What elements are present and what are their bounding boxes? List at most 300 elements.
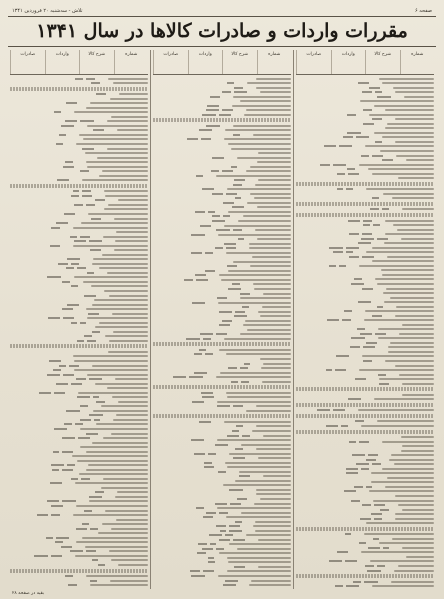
tariff-row (296, 409, 434, 412)
tariff-row (296, 449, 434, 452)
tariff-row (10, 194, 148, 197)
tariff-row (10, 441, 148, 444)
column-header (153, 50, 291, 75)
tariff-row (10, 473, 148, 476)
tariff-row (296, 328, 434, 331)
tariff-row (10, 235, 148, 238)
tariff-row (153, 466, 291, 469)
tariff-row (296, 546, 434, 549)
tariff-row (153, 520, 291, 523)
tariff-row (296, 109, 434, 112)
tariff-row (10, 387, 148, 390)
section-divider (296, 574, 434, 578)
tariff-row (153, 224, 291, 227)
tariff-row (153, 142, 291, 145)
tariff-row (10, 391, 148, 394)
tariff-row (10, 355, 148, 358)
section-divider (10, 344, 148, 348)
tariff-row (296, 445, 434, 448)
tariff-row (153, 100, 291, 103)
tariff-row (296, 264, 434, 267)
tariff-row (10, 299, 148, 302)
tariff-row (296, 555, 434, 558)
tariff-row (10, 450, 148, 453)
tariff-row (296, 436, 434, 439)
tariff-row (153, 319, 291, 322)
tariff-row (153, 362, 291, 365)
tariff-row (153, 479, 291, 482)
tariff-row (296, 537, 434, 540)
tariff-row (153, 570, 291, 573)
header-cell: شماره (114, 50, 149, 74)
tariff-row (10, 240, 148, 243)
tariff-row (296, 282, 434, 285)
tariff-row (153, 367, 291, 370)
tariff-row (10, 588, 148, 589)
tariff-row (296, 565, 434, 568)
tariff-row (10, 505, 148, 508)
section-divider (153, 385, 291, 389)
tariff-row (296, 378, 434, 381)
tariff-row (10, 312, 148, 315)
tariff-row (153, 229, 291, 232)
tariff-row (153, 376, 291, 379)
tariff-columns (8, 50, 436, 589)
tariff-row (153, 238, 291, 241)
tariff-row (153, 484, 291, 487)
tariff-row (153, 443, 291, 446)
tariff-row (296, 463, 434, 466)
tariff-row (153, 434, 291, 437)
tariff-row (10, 405, 148, 408)
tariff-row (10, 321, 148, 324)
tariff-row (296, 122, 434, 125)
tariff-row (296, 172, 434, 175)
tariff-row (296, 420, 434, 423)
tariff-row (153, 274, 291, 277)
tariff-row (10, 378, 148, 381)
header-cell: واردات (331, 50, 366, 74)
header-cell: شرح کالا (79, 50, 114, 74)
tariff-row (296, 533, 434, 536)
tariff-row (296, 113, 434, 116)
tariff-row (153, 457, 291, 460)
tariff-row (153, 179, 291, 182)
tariff-row (296, 323, 434, 326)
tariff-row (10, 290, 148, 293)
tariff-row (153, 77, 291, 80)
tariff-row (153, 525, 291, 528)
tariff-row (153, 538, 291, 541)
tariff-row (10, 97, 148, 100)
tariff-row (296, 77, 434, 80)
tariff-row (10, 482, 148, 485)
header-rule (8, 16, 436, 17)
tariff-row (153, 256, 291, 259)
tariff-row (153, 371, 291, 374)
tariff-row (153, 452, 291, 455)
tariff-row (296, 476, 434, 479)
tariff-row (153, 269, 291, 272)
tariff-row (10, 82, 148, 85)
tariff-row (296, 269, 434, 272)
section-divider (296, 202, 434, 206)
tariff-row (153, 152, 291, 155)
tariff-row (10, 541, 148, 544)
tariff-row (153, 529, 291, 532)
tariff-row (10, 93, 148, 96)
tariff-row (153, 380, 291, 383)
tariff-row (10, 523, 148, 526)
tariff-row (10, 559, 148, 562)
tariff-row (10, 267, 148, 270)
tariff-row (296, 490, 434, 493)
tariff-row (153, 129, 291, 132)
tariff-row (296, 163, 434, 166)
tariff-row (153, 565, 291, 568)
section-divider (153, 414, 291, 418)
tariff-row (10, 190, 148, 193)
tariff-row (10, 579, 148, 582)
tariff-row (153, 493, 291, 496)
tariff-row (153, 420, 291, 423)
tariff-row (10, 142, 148, 145)
tariff-row (296, 513, 434, 516)
tariff-row (296, 188, 434, 191)
tariff-row (296, 458, 434, 461)
tariff-row (153, 242, 291, 245)
tariff-row (10, 414, 148, 417)
tariff-row (296, 522, 434, 525)
tariff-row (153, 516, 291, 519)
publication-line: تلاش - سه‌شنبه ۲۰ فروردین ۱۳۴۱ (12, 8, 83, 14)
continued-note: بقیه در صفحه ۲۸ (12, 591, 45, 596)
tariff-row (296, 508, 434, 511)
tariff-row (10, 258, 148, 261)
tariff-row (296, 364, 434, 367)
column-middle (150, 50, 293, 589)
tariff-row (10, 294, 148, 297)
header-cell: شماره (400, 50, 435, 74)
tariff-row (10, 174, 148, 177)
tariff-row (153, 86, 291, 89)
tariff-row (153, 188, 291, 191)
tariff-row (296, 91, 434, 94)
page-number: صفحه ۶ (415, 8, 432, 14)
tariff-row (10, 285, 148, 288)
tariff-row (153, 124, 291, 127)
section-divider (10, 87, 148, 91)
tariff-row (296, 228, 434, 231)
tariff-row (10, 199, 148, 202)
tariff-row (153, 409, 291, 412)
tariff-row (10, 133, 148, 136)
tariff-row (153, 287, 291, 290)
column-left (8, 50, 150, 589)
tariff-row (296, 305, 434, 308)
tariff-row (10, 161, 148, 164)
tariff-row (296, 551, 434, 554)
tariff-row (153, 113, 291, 116)
section-divider (296, 430, 434, 434)
tariff-row (296, 208, 434, 211)
tariff-row (10, 77, 148, 80)
tariff-row (10, 170, 148, 173)
tariff-row (153, 215, 291, 218)
tariff-row (296, 310, 434, 313)
tariff-row (153, 561, 291, 564)
tariff-row (296, 504, 434, 507)
tariff-row (296, 177, 434, 180)
section-divider (296, 182, 434, 186)
tariff-row (153, 488, 291, 491)
tariff-row (10, 308, 148, 311)
tariff-row (153, 324, 291, 327)
tariff-row (296, 382, 434, 385)
tariff-row (10, 409, 148, 412)
tariff-row (153, 534, 291, 537)
tariff-row (296, 136, 434, 139)
tariff-row (153, 328, 291, 331)
tariff-row (153, 197, 291, 200)
tariff-row (153, 247, 291, 250)
tariff-row (296, 332, 434, 335)
tariff-row (296, 467, 434, 470)
tariff-row (10, 446, 148, 449)
tariff-row (10, 262, 148, 265)
header-cell: صادرات (153, 50, 188, 74)
tariff-row (296, 168, 434, 171)
column-rows (10, 77, 148, 587)
tariff-row (153, 475, 291, 478)
tariff-row (153, 156, 291, 159)
tariff-row (153, 301, 291, 304)
tariff-row (153, 507, 291, 510)
tariff-row (296, 319, 434, 322)
tariff-row (153, 192, 291, 195)
tariff-row (10, 563, 148, 566)
tariff-row (10, 350, 148, 353)
tariff-row (10, 276, 148, 279)
tariff-row (296, 369, 434, 372)
tariff-row (296, 86, 434, 89)
tariff-row (153, 210, 291, 213)
tariff-row (153, 575, 291, 578)
tariff-row (296, 292, 434, 295)
column-header (10, 50, 148, 75)
tariff-row (296, 219, 434, 222)
header-cell: واردات (45, 50, 80, 74)
tariff-row (296, 296, 434, 299)
tariff-row (296, 278, 434, 281)
page-title: مقررات واردات و صادرات کالاها در سال ۱۳۴۱ (36, 20, 408, 42)
tariff-row (296, 350, 434, 353)
tariff-row (10, 532, 148, 535)
tariff-row (10, 527, 148, 530)
tariff-row (296, 82, 434, 85)
tariff-row (10, 208, 148, 211)
tariff-row (10, 437, 148, 440)
tariff-row (153, 396, 291, 399)
tariff-row (10, 423, 148, 426)
tariff-row (10, 396, 148, 399)
tariff-row (153, 348, 291, 351)
tariff-row (10, 339, 148, 342)
tariff-row (10, 369, 148, 372)
tariff-row (296, 118, 434, 121)
tariff-row (153, 91, 291, 94)
header-cell: شرح کالا (222, 50, 257, 74)
tariff-row (153, 588, 291, 589)
tariff-row (296, 360, 434, 363)
section-divider (296, 527, 434, 531)
tariff-row (10, 226, 148, 229)
tariff-row (153, 310, 291, 313)
tariff-row (10, 179, 148, 182)
tariff-row (153, 170, 291, 173)
tariff-row (10, 554, 148, 557)
tariff-row (10, 317, 148, 320)
tariff-row (10, 249, 148, 252)
tariff-row (153, 430, 291, 433)
tariff-row (153, 265, 291, 268)
tariff-row (296, 255, 434, 258)
tariff-row (153, 333, 291, 336)
tariff-row (296, 472, 434, 475)
tariff-row (153, 502, 291, 505)
tariff-row (296, 145, 434, 148)
tariff-row (10, 464, 148, 467)
tariff-row (10, 212, 148, 215)
tariff-row (10, 400, 148, 403)
tariff-row (296, 140, 434, 143)
tariff-row (296, 192, 434, 195)
tariff-row (153, 165, 291, 168)
tariff-row (10, 500, 148, 503)
tariff-row (153, 220, 291, 223)
tariff-row (153, 278, 291, 281)
tariff-row (296, 337, 434, 340)
section-divider (296, 403, 434, 407)
tariff-row (153, 109, 291, 112)
column-header (296, 50, 434, 75)
tariff-row (296, 95, 434, 98)
tariff-row (153, 315, 291, 318)
tariff-row (10, 156, 148, 159)
tariff-row (296, 131, 434, 134)
tariff-row (10, 495, 148, 498)
tariff-row (296, 346, 434, 349)
tariff-row (153, 448, 291, 451)
tariff-row (153, 297, 291, 300)
tariff-row (296, 154, 434, 157)
tariff-row (10, 491, 148, 494)
tariff-row (296, 499, 434, 502)
tariff-row (296, 104, 434, 107)
tariff-row (296, 481, 434, 484)
tariff-row (153, 547, 291, 550)
tariff-row (153, 206, 291, 209)
tariff-row (153, 439, 291, 442)
tariff-row (10, 432, 148, 435)
tariff-row (153, 306, 291, 309)
tariff-row (10, 335, 148, 338)
tariff-row (153, 391, 291, 394)
tariff-row (153, 174, 291, 177)
tariff-row (10, 427, 148, 430)
tariff-row (296, 454, 434, 457)
tariff-row (153, 425, 291, 428)
section-divider (153, 118, 291, 122)
tariff-row (153, 161, 291, 164)
tariff-row (10, 152, 148, 155)
tariff-row (153, 138, 291, 141)
tariff-row (153, 405, 291, 408)
tariff-row (153, 579, 291, 582)
tariff-row (10, 330, 148, 333)
tariff-row (296, 440, 434, 443)
tariff-row (296, 237, 434, 240)
tariff-row (296, 569, 434, 572)
section-divider (296, 387, 434, 391)
tariff-row (296, 393, 434, 396)
tariff-row (153, 497, 291, 500)
column-rows (153, 77, 291, 587)
tariff-row (153, 543, 291, 546)
tariff-row (296, 314, 434, 317)
tariff-row (10, 102, 148, 105)
tariff-row (296, 301, 434, 304)
tariff-row (10, 536, 148, 539)
section-divider (296, 213, 434, 217)
section-divider (296, 414, 434, 418)
tariff-row (10, 280, 148, 283)
tariff-row (10, 382, 148, 385)
tariff-row (296, 560, 434, 563)
tariff-row (10, 418, 148, 421)
tariff-row (153, 357, 291, 360)
tariff-row (10, 124, 148, 127)
tariff-row (10, 129, 148, 132)
tariff-row (296, 517, 434, 520)
header-cell: شماره (257, 50, 292, 74)
tariff-row (153, 584, 291, 587)
tariff-row (153, 461, 291, 464)
tariff-row (296, 127, 434, 130)
tariff-row (10, 326, 148, 329)
tariff-row (296, 485, 434, 488)
tariff-row (10, 244, 148, 247)
tariff-row (153, 470, 291, 473)
tariff-row (153, 283, 291, 286)
tariff-row (153, 147, 291, 150)
page-header (10, 6, 434, 16)
title-rule (8, 46, 436, 47)
tariff-row (296, 398, 434, 401)
tariff-row (153, 104, 291, 107)
tariff-row (296, 242, 434, 245)
tariff-row (10, 545, 148, 548)
tariff-row (296, 355, 434, 358)
tariff-row (296, 341, 434, 344)
tariff-row (10, 271, 148, 274)
tariff-row (296, 233, 434, 236)
tariff-row (10, 514, 148, 517)
header-cell: شرح کالا (365, 50, 400, 74)
tariff-row (296, 273, 434, 276)
tariff-row (10, 550, 148, 553)
header-cell: واردات (188, 50, 223, 74)
